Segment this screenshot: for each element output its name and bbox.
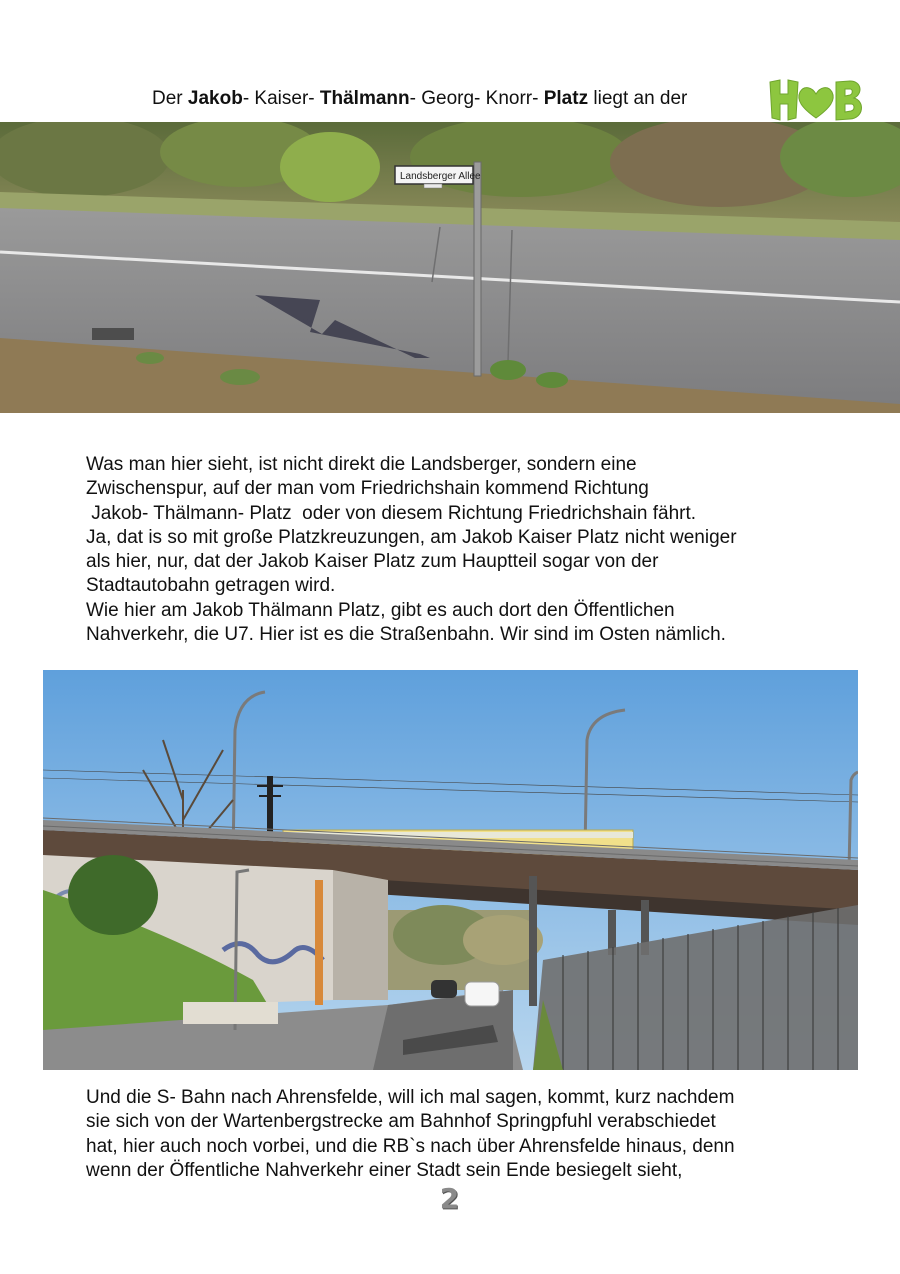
page-number: 2: [439, 1182, 461, 1215]
paragraph-1: [86, 453, 846, 647]
text-line: Und die S- Bahn nach Ahrensfelde, will ich mal sagen, kommt, kurz nachdem: [86, 1087, 735, 1108]
text-line: Zwischenspur, auf der man vom Friedrichshain kommend Richtung: [86, 478, 649, 500]
paragraph-2: [86, 1086, 846, 1183]
text-line: Was man hier sieht, ist nicht direkt die Landsberger, sondern eine: [86, 454, 637, 475]
text-line: als hier, nur, dat der Jakob Kaiser Platz zum Hauptteil sogar von der: [86, 551, 659, 573]
text-line: Stadtautobahn getragen wird.: [86, 575, 336, 597]
hvb-logo: [766, 76, 866, 124]
text-line: hat, hier auch noch vorbei, und die RB`s nach über Ahrensfelde hinaus, denn: [86, 1135, 735, 1157]
street-sign-text: Landsberger Allee: [400, 171, 481, 182]
text-line: Nahverkehr, die U7. Hier ist es die Straßenbahn. Wir sind im Osten nämlich.: [86, 624, 726, 646]
street-sign-photo: [0, 122, 900, 413]
bridge-photo: [43, 670, 858, 1070]
text-line: wenn der Öffentliche Nahverkehr einer Stadt sein Ende besiegelt sieht,: [86, 1159, 683, 1181]
header-text: Der Jakob- Kaiser- Thälmann- Georg- Knorr- Platz liegt an der: [152, 88, 688, 109]
text-line: Wie hier am Jakob Thälmann Platz, gibt es auch dort den Öffentlichen: [86, 599, 675, 621]
page-header: [0, 84, 900, 114]
text-line: sie sich von der Wartenbergstrecke am Bahnhof Springpfuhl verabschiedet: [86, 1111, 716, 1133]
text-line: Jakob- Thälmann- Platz oder von diesem Richtung Friedrichshain fährt.: [86, 502, 697, 524]
text-line: Ja, dat is so mit große Platzkreuzungen, am Jakob Kaiser Platz nicht weniger: [86, 526, 737, 548]
